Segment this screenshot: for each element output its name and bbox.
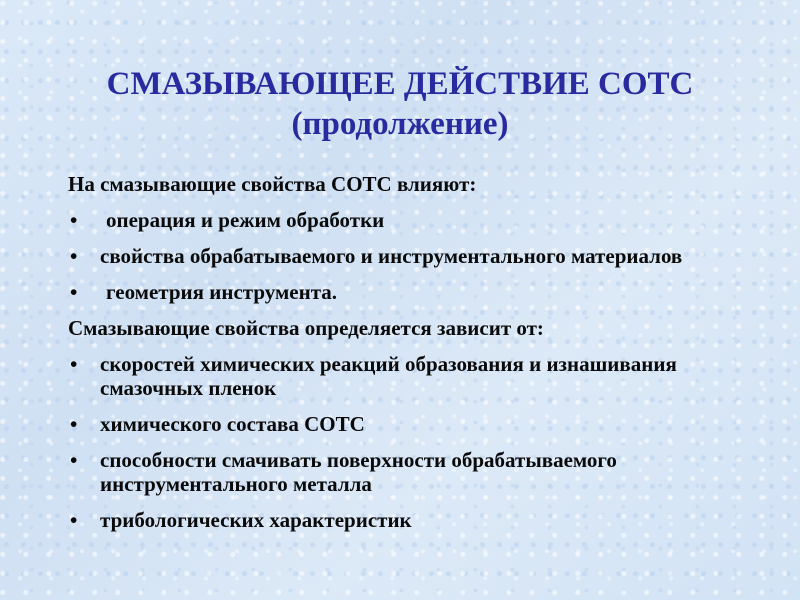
slide-title-line1: СМАЗЫВАЮЩЕЕ ДЕЙСТВИЕ СОТС xyxy=(106,66,694,102)
list-item xyxy=(68,352,758,400)
list-item-text: геометрия инструмента. xyxy=(106,280,338,304)
list-item xyxy=(68,508,758,532)
list-item-text: химического состава СОТС xyxy=(100,412,365,436)
section2-list xyxy=(68,352,758,532)
list-item xyxy=(68,208,758,232)
section1-list xyxy=(68,208,758,304)
bullet-icon: • xyxy=(70,280,78,304)
section2-lead: Смазывающие свойства определяется зависит от: xyxy=(68,316,544,340)
section1-lead: На смазывающие свойства СОТС влияют: xyxy=(68,172,477,196)
list-item-text: трибологических характеристик xyxy=(100,508,412,532)
slide-title-line2: (продолжение) xyxy=(291,106,509,142)
list-item xyxy=(68,244,758,268)
bullet-icon: • xyxy=(70,412,78,436)
list-item xyxy=(68,448,758,496)
list-item-text: операция и режим обработки xyxy=(106,208,385,232)
bullet-icon: • xyxy=(70,208,78,232)
slide-content xyxy=(68,172,758,544)
bullet-icon: • xyxy=(70,244,78,268)
bullet-icon: • xyxy=(70,448,78,472)
bullet-icon: • xyxy=(70,352,78,376)
list-item xyxy=(68,280,758,304)
list-item-text: скоростей химических реакций образования и изнашивания смазочных пленок xyxy=(100,352,677,400)
bullet-icon: • xyxy=(70,508,78,532)
list-item-text: способности смачивать поверхности обрабатываемого инструментального металла xyxy=(100,448,617,496)
list-item-text: свойства обрабатываемого и инструментального материалов xyxy=(100,244,683,268)
slide-title xyxy=(40,64,760,144)
list-item xyxy=(68,412,758,436)
